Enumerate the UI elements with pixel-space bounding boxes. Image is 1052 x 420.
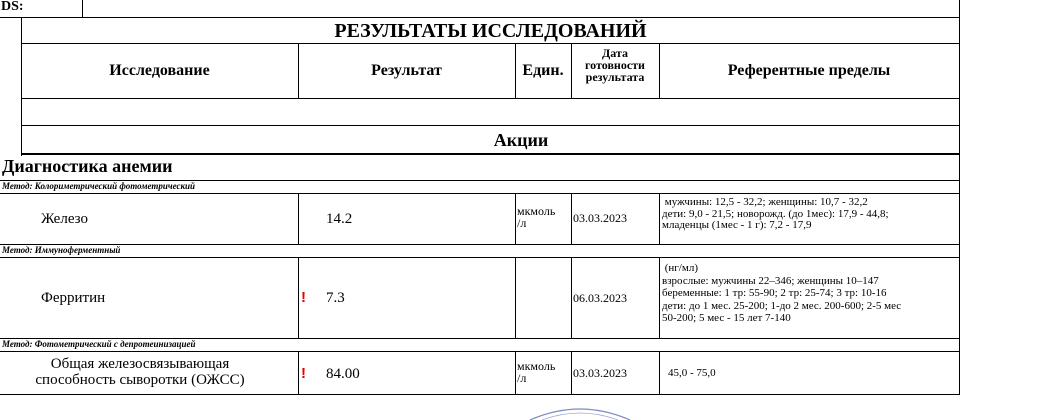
col-divider (515, 257, 516, 339)
test-value: 7.3 (326, 290, 345, 306)
units-line: мкмоль (517, 359, 556, 373)
reference-line: дети: до 1 мес. 25-200; 1-до 2 мес. 200-600; 2-5 мес (662, 299, 902, 312)
report-title: РЕЗУЛЬТАТЫ ИССЛЕДОВАНИЙ (334, 20, 647, 42)
col-divider (571, 257, 572, 339)
col-divider (298, 193, 299, 245)
reference-line: дети: 9,0 - 21,5; новорожд. (до 1мес): 17,9 - 44,8; (662, 207, 889, 220)
section-heading: Диагностика анемии (2, 156, 173, 176)
col-header-units: Един. (522, 62, 564, 79)
col-divider (515, 351, 516, 395)
test-name (0, 356, 280, 388)
test-name: Ферритин (41, 290, 106, 306)
stamp-seal (520, 404, 640, 420)
result-date: 03.03.2023 (573, 211, 627, 225)
test-value: 84.00 (326, 366, 360, 382)
test-name-line: Общая железосвязывающая (50, 356, 230, 372)
rule (0, 257, 960, 258)
method-label: Метод: Колориметрический фотометрический (2, 181, 196, 191)
col-divider (298, 257, 299, 339)
rule (0, 244, 960, 245)
col-header-date-line: Дата (602, 46, 628, 60)
test-units (517, 360, 555, 384)
units-line: /л (517, 371, 527, 385)
col-header-date-line: результата (585, 70, 645, 84)
table-right-border (959, 0, 960, 395)
test-units (517, 205, 555, 229)
reference-line: 50-200; 5 мес - 15 лет 7-140 (662, 312, 791, 324)
col-header-result: Результат (371, 62, 442, 79)
result-date: 03.03.2023 (573, 366, 627, 380)
reference-line: (нг/мл) (662, 262, 698, 274)
test-name: Железо (41, 211, 88, 227)
reference-line: младенцы (1мес - 1 г): 7,2 - 17,9 (662, 219, 812, 231)
reference-range: 45,0 - 75,0 (668, 367, 716, 379)
test-value: 14.2 (326, 211, 353, 227)
ds-label: DS: (1, 0, 24, 14)
col-divider (515, 193, 516, 245)
col-divider (298, 351, 299, 395)
col-divider (659, 257, 660, 339)
col-divider (571, 193, 572, 245)
result-date: 06.03.2023 (573, 291, 627, 305)
units-line: /л (517, 216, 527, 230)
col-header-study: Исследование (109, 62, 210, 79)
reference-line: взрослые: мужчины 22–346; женщины 10–147 (662, 274, 879, 287)
abnormal-flag: ! (301, 365, 306, 382)
rule (21, 153, 960, 155)
rule (0, 193, 960, 194)
col-divider (571, 351, 572, 395)
rule (0, 17, 960, 18)
rule (21, 43, 960, 44)
col-header-reference: Референтные пределы (727, 62, 891, 79)
method-label: Метод: Фотометрический с депротеинизацией (2, 339, 196, 349)
test-name-line: способность сыворотки (ОЖСС) (35, 372, 245, 388)
col-divider (659, 193, 660, 245)
col-header-date-line: готовности (585, 58, 645, 72)
col-divider (659, 351, 660, 395)
reference-line: беременные: 1 тр: 55-90; 2 тр: 25-74; 3 тр: 10-16 (662, 287, 887, 299)
units-line: мкмоль (517, 204, 556, 218)
abnormal-flag: ! (301, 289, 306, 306)
reference-line: мужчины: 12,5 - 32,2; женщины: 10,7 - 32,2 (662, 196, 868, 208)
rule (21, 98, 960, 99)
rule (0, 394, 960, 395)
promo-heading: Акции (493, 130, 549, 150)
ds-divider (82, 0, 83, 17)
reference-range (662, 197, 889, 232)
col-header-date (571, 47, 659, 83)
rule (0, 351, 960, 352)
reference-range (662, 262, 901, 325)
method-label: Метод: Иммуноферментный (2, 245, 121, 255)
rule (21, 125, 960, 126)
